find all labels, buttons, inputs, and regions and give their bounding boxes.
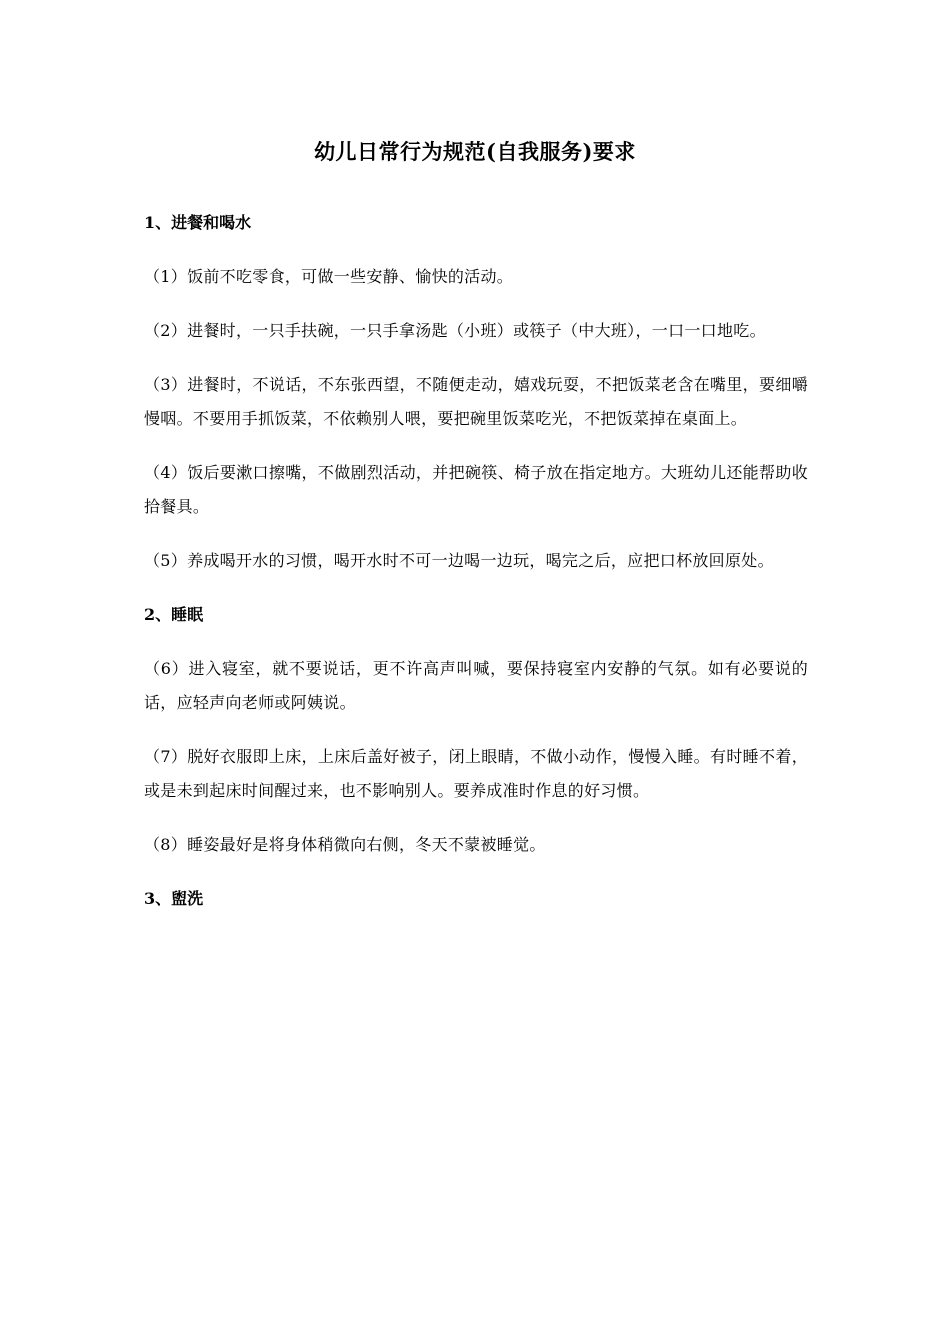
section-heading-eating: 1、进餐和喝水 xyxy=(144,213,252,232)
paragraph: （1）饭前不吃零食，可做一些安静、愉快的活动。 xyxy=(144,267,514,286)
document-title: 幼儿日常行为规范(自我服务)要求 xyxy=(314,139,636,164)
section-heading-sleep: 2、睡眠 xyxy=(144,605,204,624)
paragraph: （4）饭后要漱口擦嘴，不做剧烈活动，并把碗筷、椅子放在指定地方。大班幼儿还能帮助收拾餐具。 xyxy=(144,463,808,516)
paragraph: （7）脱好衣服即上床，上床后盖好被子，闭上眼睛，不做小动作，慢慢入睡。有时睡不着，或是未到起床时间醒过来，也不影响别人。要养成准时作息的好习惯。 xyxy=(144,747,808,800)
paragraph: （5）养成喝开水的习惯，喝开水时不可一边喝一边玩，喝完之后，应把口杯放回原处。 xyxy=(144,551,774,570)
paragraph: （2）进餐时，一只手扶碗，一只手拿汤匙（小班）或筷子（中大班），一口一口地吃。 xyxy=(144,321,766,340)
paragraph: （3）进餐时，不说话，不东张西望，不随便走动，嬉戏玩耍，不把饭菜老含在嘴里，要细嚼慢咽。不要用手抓饭菜，不依赖别人喂，要把碗里饭菜吃光，不把饭菜掉在桌面上。 xyxy=(144,375,808,428)
document-body xyxy=(144,206,808,936)
section-heading-washing: 3、盥洗 xyxy=(144,889,204,908)
paragraph: （8）睡姿最好是将身体稍微向右侧，冬天不蒙被睡觉。 xyxy=(144,835,546,854)
paragraph: （6）进入寝室，就不要说话，更不许高声叫喊，要保持寝室内安静的气氛。如有必要说的话，应轻声向老师或阿姨说。 xyxy=(144,659,808,712)
